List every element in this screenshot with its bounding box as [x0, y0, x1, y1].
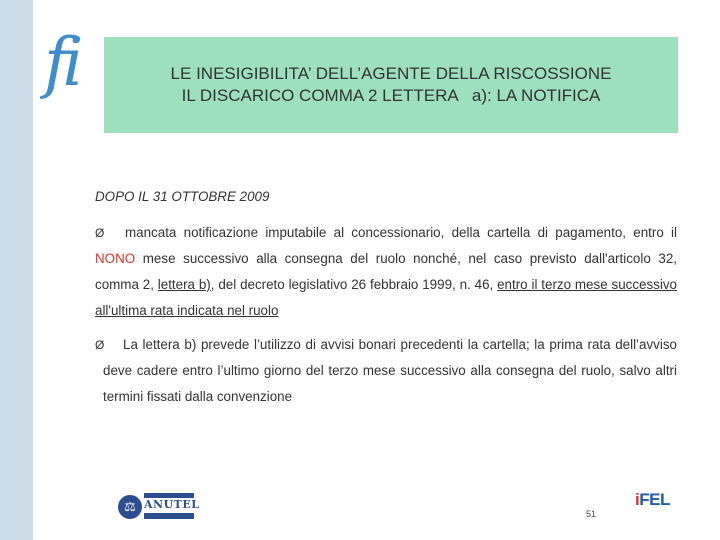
paragraph-1-text-a: mancata notificazione imputabile al concessionario, della cartella di pagamento, entro il	[125, 225, 677, 240]
paragraph-1-text-b: mese successivo alla consegna del ruolo nonché, nel caso previsto dall'articolo 32, comma 2,	[95, 251, 677, 292]
scales-icon: ⚖	[118, 495, 142, 519]
anutel-logo	[118, 493, 200, 521]
arrow-bullet-icon: Ø	[95, 338, 105, 352]
ifel-wordmark	[635, 490, 675, 510]
title-line-1: LE INESIGIBILITA’ DELL’AGENTE DELLA RISCOSSIONE	[170, 64, 612, 83]
anutel-bar	[144, 513, 194, 519]
anutel-name: ANUTEL	[144, 498, 200, 511]
date-heading: DOPO IL 31 OTTOBRE 2009	[95, 189, 270, 204]
arrow-bullet-icon: Ø	[95, 226, 105, 240]
paragraph-2-text: La lettera b) prevede l’utilizzo di avvisi bonari precedenti la cartella; la prima rata dell’avviso deve cadere entro l’ultimo giorno del terzo mese successivo alla consegna del ruolo, salvo altri termini fissati dalla convenzione	[103, 337, 677, 404]
ifel-i: i	[635, 490, 640, 509]
paragraph-1-text-c: , del decreto legislativo 26 febbraio 1999, n. 46,	[210, 277, 498, 292]
left-sidebar-strip	[0, 0, 33, 540]
nono-highlight: NONO	[95, 251, 136, 266]
slide-content	[95, 188, 677, 410]
title-box	[104, 37, 678, 133]
paragraph-1	[95, 220, 677, 324]
title-line-2: IL DISCARICO COMMA 2 LETTERA a): LA NOTIFICA	[181, 86, 601, 105]
entro-underline: entro il terzo mese successivo all'ultima rata indicata nel ruolo	[95, 277, 677, 318]
ifel-fel: FEL	[639, 490, 670, 509]
ifel-logo	[635, 490, 675, 522]
page-number: 51	[586, 509, 597, 519]
paragraph-2	[95, 332, 677, 410]
lettera-b-underline: lettera b)	[157, 277, 211, 292]
fi-logo: fi	[44, 24, 78, 101]
